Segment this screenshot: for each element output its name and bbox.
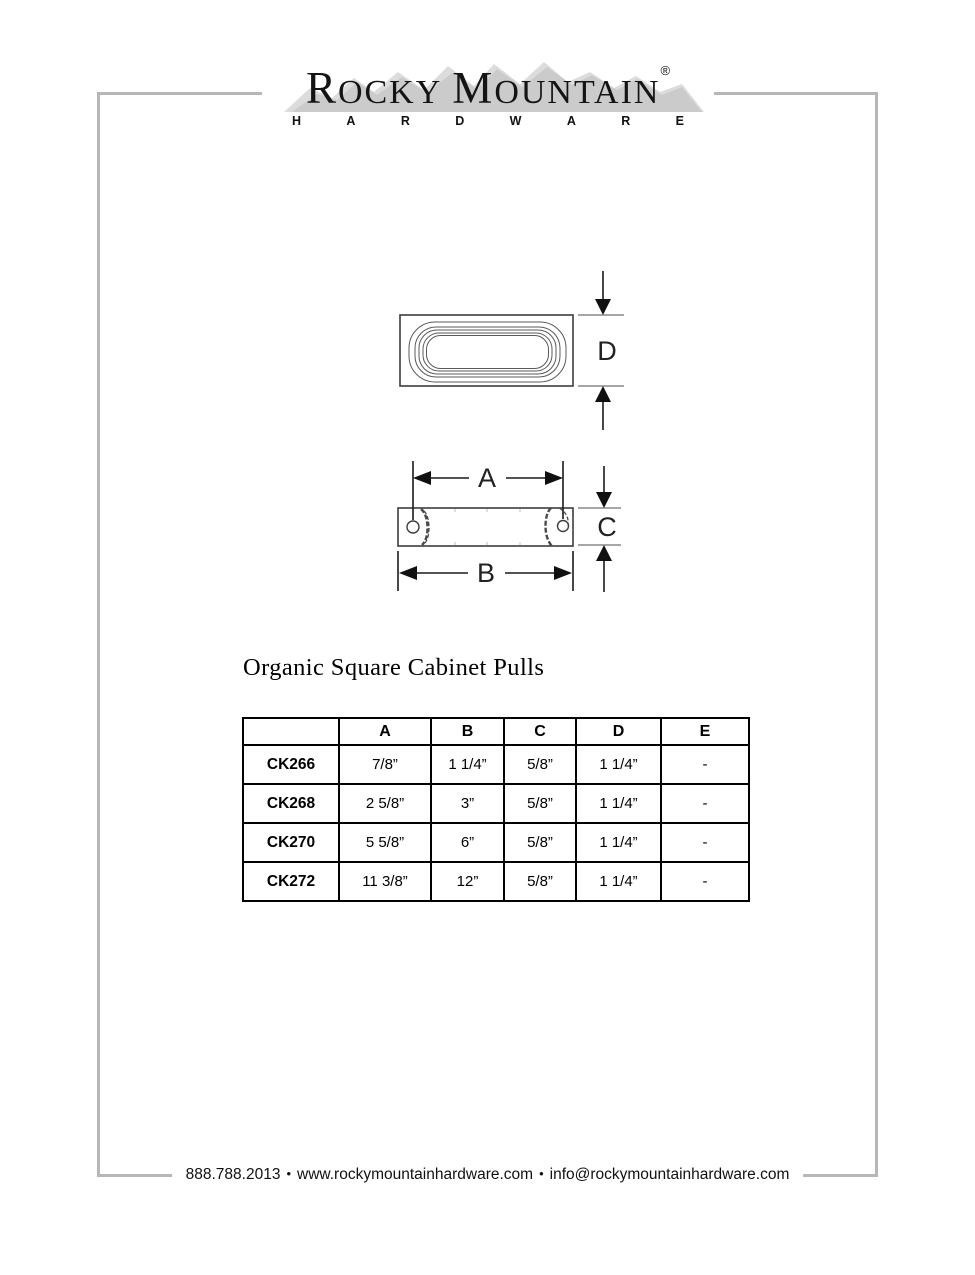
value-cell: 7/8” (339, 745, 431, 784)
brand-letter: M (452, 63, 495, 113)
value-cell: 5/8” (504, 784, 576, 823)
value-cell: 11 3/8” (339, 862, 431, 901)
header-cell-blank (243, 718, 339, 745)
value-cell: - (661, 862, 749, 901)
dimension-b (398, 551, 573, 591)
pull-side-view (398, 508, 573, 546)
value-cell: 3” (431, 784, 504, 823)
value-cell: 12” (431, 862, 504, 901)
dimension-d (578, 271, 624, 430)
registered-trademark-icon: ® (660, 63, 671, 78)
model-cell: CK270 (243, 823, 339, 862)
table-row (243, 784, 749, 823)
subtitle-letter: R (621, 114, 631, 128)
subtitle-letter: W (509, 114, 522, 128)
value-cell: - (661, 784, 749, 823)
dim-label-d: D (597, 336, 617, 366)
value-cell: 1 1/4” (576, 823, 661, 862)
subtitle-letter: E (675, 114, 684, 128)
value-cell: 5/8” (504, 823, 576, 862)
header-cell-a: A (339, 718, 431, 745)
value-cell: 1 1/4” (431, 745, 504, 784)
model-cell: CK272 (243, 862, 339, 901)
technical-drawing (380, 250, 660, 615)
subtitle-letter: D (455, 114, 465, 128)
value-cell: 1 1/4” (576, 862, 661, 901)
model-cell: CK266 (243, 745, 339, 784)
footer-email: info@rockymountainhardware.com (549, 1166, 790, 1183)
rocky-mountain-hardware-logo (262, 50, 714, 142)
subtitle-letter: H (292, 114, 302, 128)
bullet-separator-icon: • (286, 1166, 292, 1181)
table-header-row (243, 718, 749, 745)
table-row (243, 745, 749, 784)
value-cell: 5/8” (504, 862, 576, 901)
brand-subtitle (292, 114, 684, 128)
frame-border-left (97, 92, 100, 1177)
dim-label-a: A (477, 463, 497, 493)
header-cell-e: E (661, 718, 749, 745)
model-cell: CK268 (243, 784, 339, 823)
footer-phone: 888.788.2013 (185, 1166, 281, 1183)
footer-website: www.rockymountainhardware.com (297, 1166, 534, 1183)
table-row (243, 823, 749, 862)
value-cell: 6” (431, 823, 504, 862)
subtitle-letter: R (400, 114, 410, 128)
dim-label-c: C (597, 512, 617, 542)
frame-border-right (875, 92, 878, 1177)
screw-hole-left (407, 521, 419, 533)
brand-letters: OCKY (337, 74, 443, 111)
value-cell: 5 5/8” (339, 823, 431, 862)
brand-letters: OUNTAIN (494, 74, 661, 111)
brand-letter: R (305, 63, 338, 113)
subtitle-letter: A (346, 114, 356, 128)
header-cell-c: C (504, 718, 576, 745)
page-title: Organic Square Cabinet Pulls (243, 654, 545, 681)
pull-front-view (400, 315, 573, 386)
footer-contact-line (172, 1164, 804, 1186)
value-cell: 1 1/4” (576, 784, 661, 823)
screw-hole-right (558, 521, 569, 532)
dim-label-b: B (476, 558, 496, 588)
header-cell-b: B (431, 718, 504, 745)
table-row (243, 862, 749, 901)
header-cell-d: D (576, 718, 661, 745)
spec-table (242, 717, 750, 902)
value-cell: - (661, 823, 749, 862)
value-cell: 2 5/8” (339, 784, 431, 823)
subtitle-letter: A (566, 114, 576, 128)
bullet-separator-icon: • (539, 1166, 544, 1181)
value-cell: 1 1/4” (576, 745, 661, 784)
value-cell: 5/8” (504, 745, 576, 784)
brand-wordmark (262, 64, 714, 111)
value-cell: - (661, 745, 749, 784)
dimension-c (578, 466, 621, 592)
